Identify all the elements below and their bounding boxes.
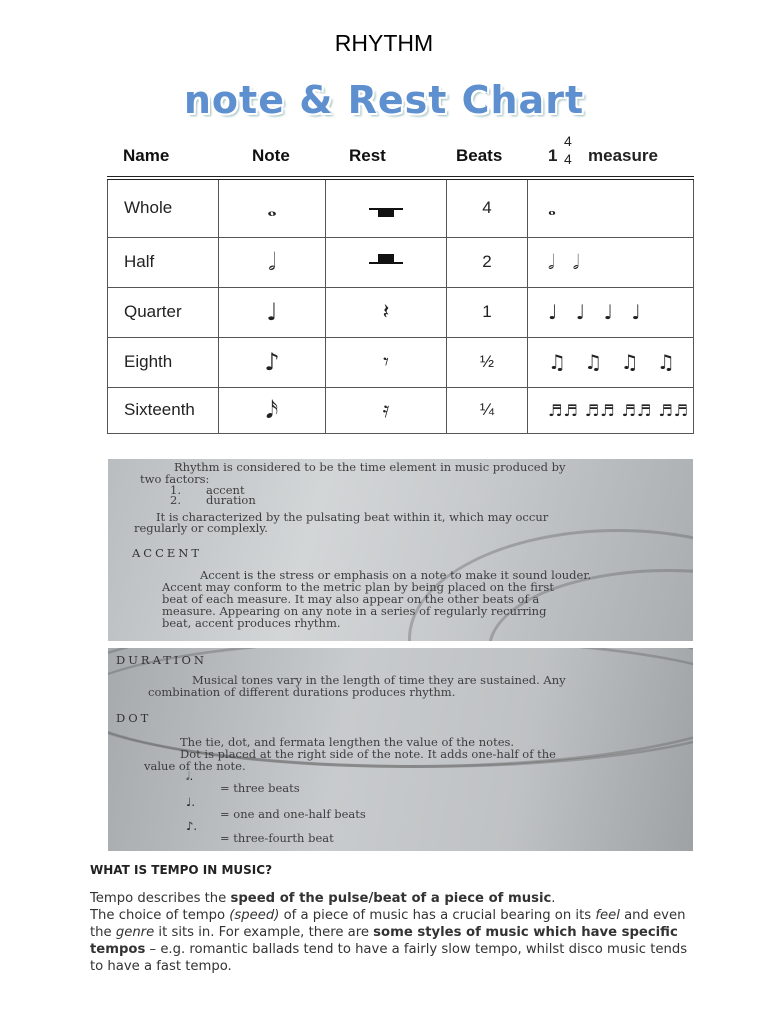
scan-line: measure. Appearing on any note in a series of regularly recurring — [162, 604, 547, 618]
time-signature-top: 4 — [564, 133, 572, 149]
row-measure: 𝅝 — [528, 178, 694, 237]
eighth-note-icon: ♪ — [219, 337, 326, 387]
scan-line: Accent may conform to the metric plan by being placed on the first — [162, 580, 554, 594]
scan-list-item: accent — [206, 483, 245, 497]
page-title: RHYTHM — [334, 30, 434, 56]
table-row — [108, 287, 694, 337]
scan-line: Musical tones vary in the length of time they are sustained. Any — [192, 673, 566, 687]
scan-line: value of the note. — [144, 759, 246, 773]
row-beats: 1 — [447, 287, 528, 337]
scan-line: The tie, dot, and fermata lengthen the value of the notes. — [180, 735, 515, 749]
row-name: Quarter — [108, 287, 219, 337]
tempo-text: – e.g. romantic ballads tend to have a fairly slow tempo, whilst disco music tends to have a fast tempo. — [90, 942, 688, 974]
tempo-paragraph — [90, 890, 700, 975]
note-rest-table — [107, 176, 694, 434]
time-signature-bottom: 4 — [564, 151, 572, 167]
scan-line: It is characterized by the pulsating beat within it, which may occur — [156, 510, 549, 524]
scan-line: two factors: — [140, 472, 210, 486]
scan-heading-dot: DOT — [116, 711, 152, 725]
scan-line: = three beats — [220, 781, 300, 795]
tempo-text: it sits in. For example, there are — [154, 925, 374, 940]
row-measure: ♩ ♩ ♩ ♩ — [528, 287, 694, 337]
scan-line: regularly or complexly. — [134, 521, 268, 535]
eighth-rest-icon: 𝄾 — [326, 337, 447, 387]
tempo-heading: WHAT IS TEMPO IN MUSIC? — [90, 863, 273, 877]
scan-list-item: duration — [206, 493, 256, 507]
scan-line: Rhythm is considered to be the time element in music produced by — [174, 460, 566, 474]
scanned-text-rhythm-accent — [108, 459, 693, 641]
tempo-text: Tempo describes the — [90, 891, 231, 906]
whole-rest-icon — [326, 178, 447, 237]
dotted-quarter-note-icon: ♩. — [186, 795, 196, 809]
scan-heading-duration: DURATION — [116, 653, 207, 667]
row-name: Half — [108, 237, 219, 287]
scan-line: beat, accent produces rhythm. — [162, 616, 341, 630]
row-name: Eighth — [108, 337, 219, 387]
header-note: Note — [252, 146, 290, 165]
quarter-note-icon: ♩ — [219, 287, 326, 337]
tempo-text-italic: (speed) — [229, 908, 280, 923]
header-name: Name — [123, 146, 170, 165]
scan-line: beat of each measure. It may also appear on the other beats of a — [162, 592, 540, 606]
chart-title: note & Rest Chart — [183, 78, 585, 122]
scan-list-number: 1. — [170, 483, 181, 497]
row-name: Sixteenth — [108, 387, 219, 433]
header-measure-one: 1 — [548, 146, 558, 165]
scan-line: Dot is placed at the right side of the note. It adds one-half of the — [180, 747, 556, 761]
sixteenth-rest-icon: 𝄿 — [326, 387, 447, 433]
row-measure: ♫ ♫ ♫ ♫ — [528, 337, 694, 387]
scanned-text-duration-dot — [108, 648, 693, 851]
tempo-text-bold: some styles of music which have specific tempos — [90, 925, 678, 957]
tempo-text-italic: feel — [595, 908, 620, 923]
table-row — [108, 387, 694, 433]
scan-heading-accent: ACCENT — [132, 546, 203, 560]
header-rest: Rest — [349, 146, 386, 165]
tempo-text-bold: speed of the pulse/beat of a piece of music — [230, 891, 552, 906]
row-measure: ♬♬ ♬♬ ♬♬ ♬♬ — [528, 387, 694, 433]
sixteenth-note-icon: 𝅘𝅥𝅯 — [219, 387, 326, 433]
table-row — [108, 178, 694, 237]
tempo-text-italic: genre — [115, 925, 155, 940]
row-beats: ½ — [447, 337, 528, 387]
whole-note-icon: 𝅝 — [219, 178, 326, 237]
scan-line: combination of different durations produces rhythm. — [148, 685, 456, 699]
row-beats: 4 — [447, 178, 528, 237]
row-name: Whole — [108, 178, 219, 237]
header-beats: Beats — [456, 146, 503, 165]
table-row — [108, 337, 694, 387]
row-beats: 2 — [447, 237, 528, 287]
tempo-text: The choice of tempo — [90, 908, 230, 923]
tempo-text: and even the — [90, 908, 686, 940]
scan-line: = one and one-half beats — [220, 807, 366, 821]
dotted-eighth-note-icon: ♪. — [186, 819, 197, 833]
header-measure — [548, 134, 688, 174]
half-rest-icon — [326, 237, 447, 287]
half-note-icon: 𝅗𝅥 — [219, 237, 326, 287]
row-measure: 𝅗𝅥 𝅗𝅥 — [528, 237, 694, 287]
quarter-rest-icon: 𝄽 — [326, 287, 447, 337]
tempo-text: of a piece of music has a crucial bearing on its — [279, 908, 596, 923]
table-row — [108, 237, 694, 287]
tempo-text: . — [551, 891, 556, 906]
scan-list-number: 2. — [170, 493, 181, 507]
scan-line: = three-fourth beat — [220, 831, 334, 845]
header-measure-label: measure — [588, 146, 658, 165]
row-beats: ¼ — [447, 387, 528, 433]
dotted-half-note-icon: 𝅗𝅥. — [186, 769, 194, 783]
scan-line: Accent is the stress or emphasis on a note to make it sound louder. — [200, 568, 592, 582]
